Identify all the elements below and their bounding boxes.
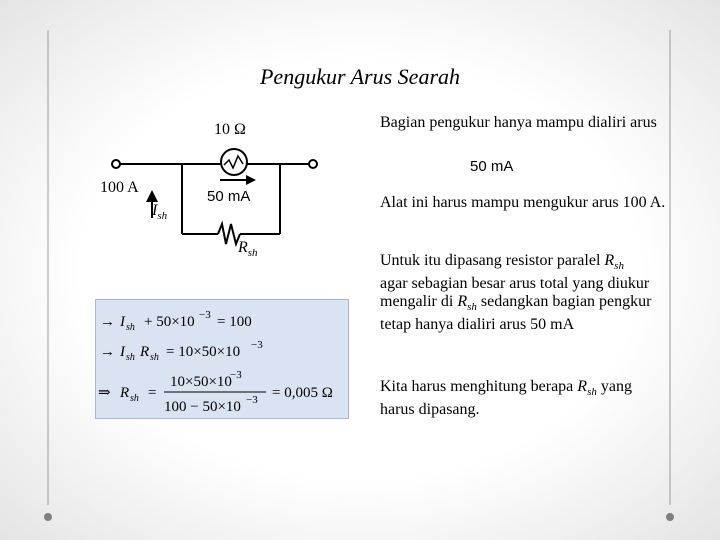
text-capacity: Bagian pengukur hanya mampu dialiri arus (380, 114, 657, 131)
svg-text:I: I (120, 344, 125, 360)
svg-text:−3: −3 (246, 394, 258, 406)
svg-text:= 0,005 Ω: = 0,005 Ω (272, 385, 333, 401)
terminal-right (309, 160, 317, 168)
terminal-left (112, 160, 120, 168)
frame-dot-right (666, 513, 674, 521)
meter-symbol (221, 149, 247, 175)
svg-text:sh: sh (150, 352, 159, 363)
arrow-right-icon (246, 175, 256, 185)
frame-dot-left (44, 513, 52, 521)
formula-line-3 (98, 369, 333, 415)
circuit-diagram (0, 0, 370, 290)
svg-text:= 100: = 100 (217, 314, 252, 330)
svg-text:→: → (100, 344, 115, 360)
svg-text:100 − 50×10: 100 − 50×10 (164, 399, 241, 415)
svg-text:⇒: ⇒ (98, 385, 111, 401)
text-capacity-value: 50 mA (470, 158, 514, 175)
svg-text:R: R (140, 344, 150, 360)
formula-line-2 (100, 339, 263, 363)
svg-text:sh: sh (130, 393, 139, 404)
svg-text:−3: −3 (251, 339, 263, 351)
shunt-resistor-label: $R_{sh}$ (238, 239, 258, 260)
svg-text:+ 50×10: + 50×10 (144, 314, 195, 330)
resistance-label: 10 Ω (214, 121, 246, 138)
svg-text:=: = (148, 385, 157, 401)
svg-text:−3: −3 (199, 309, 211, 321)
formula-line-1 (100, 309, 252, 333)
meter-current-label: 50 mA (207, 188, 251, 205)
arrow-up-icon (146, 190, 158, 202)
svg-text:= 10×50×10: = 10×50×10 (166, 344, 241, 360)
page-title: Pengukur Arus Searah (259, 64, 461, 89)
svg-text:10×50×10: 10×50×10 (170, 374, 232, 390)
svg-text:−3: −3 (230, 369, 242, 381)
svg-text:sh: sh (126, 352, 135, 363)
formula-box (95, 299, 349, 419)
text-shunt-explanation: Untuk itu dipasang resistor paralel $R_{sh}$ agar sebagian besar arus total yang diukur mengalir di $R_{sh}$ sedangkan bagian pengkur tetap hanya dialiri arus 50 mA (380, 252, 652, 334)
svg-text:→: → (100, 314, 115, 330)
svg-text:sh: sh (126, 322, 135, 333)
text-requirement: Alat ini harus mampu mengukur arus 100 A. (380, 194, 666, 211)
svg-text:I: I (120, 314, 125, 330)
svg-text:R: R (120, 385, 130, 401)
total-current-label: 100 A (100, 179, 139, 196)
shunt-resistor (218, 224, 240, 244)
text-calculation-task: Kita harus menghitung berapa $R_{sh}$ yang harus dipasang. (380, 378, 632, 419)
shunt-current-label: $I_{sh}$ (152, 202, 168, 223)
